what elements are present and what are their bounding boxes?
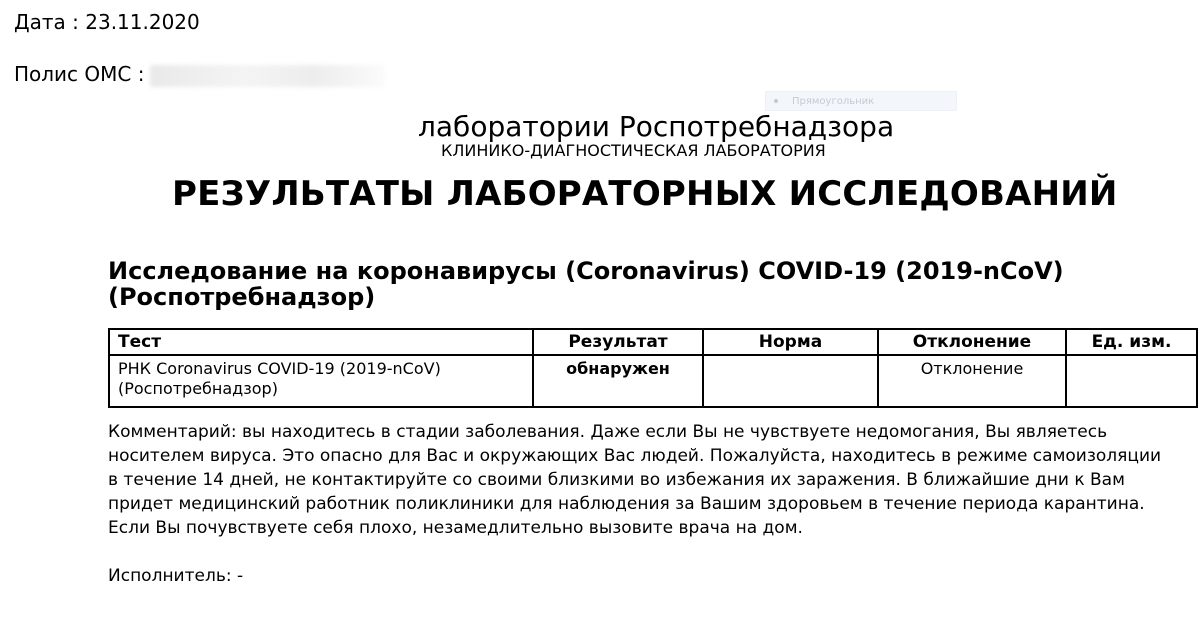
cell-result: обнаружен [533, 355, 703, 407]
comment-text: Комментарий: вы находитесь в стадии заболевания. Даже если Вы не чувствуете недомогания, Вы являетесь носителем вируса. Это опасно для Вас и окружающих Вас людей. Пожалуйста, находитесь в режиме самоизоляции в течение 14 дней, не контактируйте со своими близкими во избежания их заражения. В ближайшие дни к Вам придет медицинский работник поликлиники для наблюдения за Вашим здоровьем в течение периода карантина. Если Вы почувствуете себя плохо, незамедлительно вызовите врача на дом. [108, 422, 1162, 538]
header-deviation: Отклонение [878, 329, 1066, 355]
cell-unit [1066, 355, 1197, 407]
header-result: Результат [533, 329, 703, 355]
document-title: РЕЗУЛЬТАТЫ ЛАБОРАТОРНЫХ ИССЛЕДОВАНИЙ [172, 174, 1118, 214]
executor-line: Исполнитель: - [108, 566, 244, 586]
lab-subtitle: КЛИНИКО-ДИАГНОСТИЧЕСКАЯ ЛАБОРАТОРИЯ [441, 141, 826, 160]
polis-line [14, 62, 385, 87]
cell-deviation: Отклонение [878, 355, 1066, 407]
header-norm: Норма [703, 329, 878, 355]
cell-norm [703, 355, 878, 407]
bullet-icon [774, 99, 778, 103]
header-test: Тест [109, 329, 533, 355]
date-line: Дата : 23.11.2020 [14, 10, 200, 34]
header-unit: Ед. изм. [1066, 329, 1197, 355]
table-header-row [109, 329, 1197, 355]
results-table [108, 328, 1198, 408]
polis-value-redacted [150, 65, 385, 87]
shape-overlay-label [765, 91, 957, 111]
lab-name: лаборатории Роспотребнадзора [418, 110, 895, 143]
overlay-label-text: Прямоугольник [792, 96, 875, 107]
cell-test: РНК Coronavirus COVID-19 (2019-nCoV) (Роспотребнадзор) [109, 355, 533, 407]
polis-label: Полис ОМС : [14, 62, 145, 86]
table-row [109, 355, 1197, 407]
study-title: Исследование на коронавирусы (Coronavirus) COVID-19 (2019-nCoV) (Роспотребнадзор) [108, 257, 1064, 311]
